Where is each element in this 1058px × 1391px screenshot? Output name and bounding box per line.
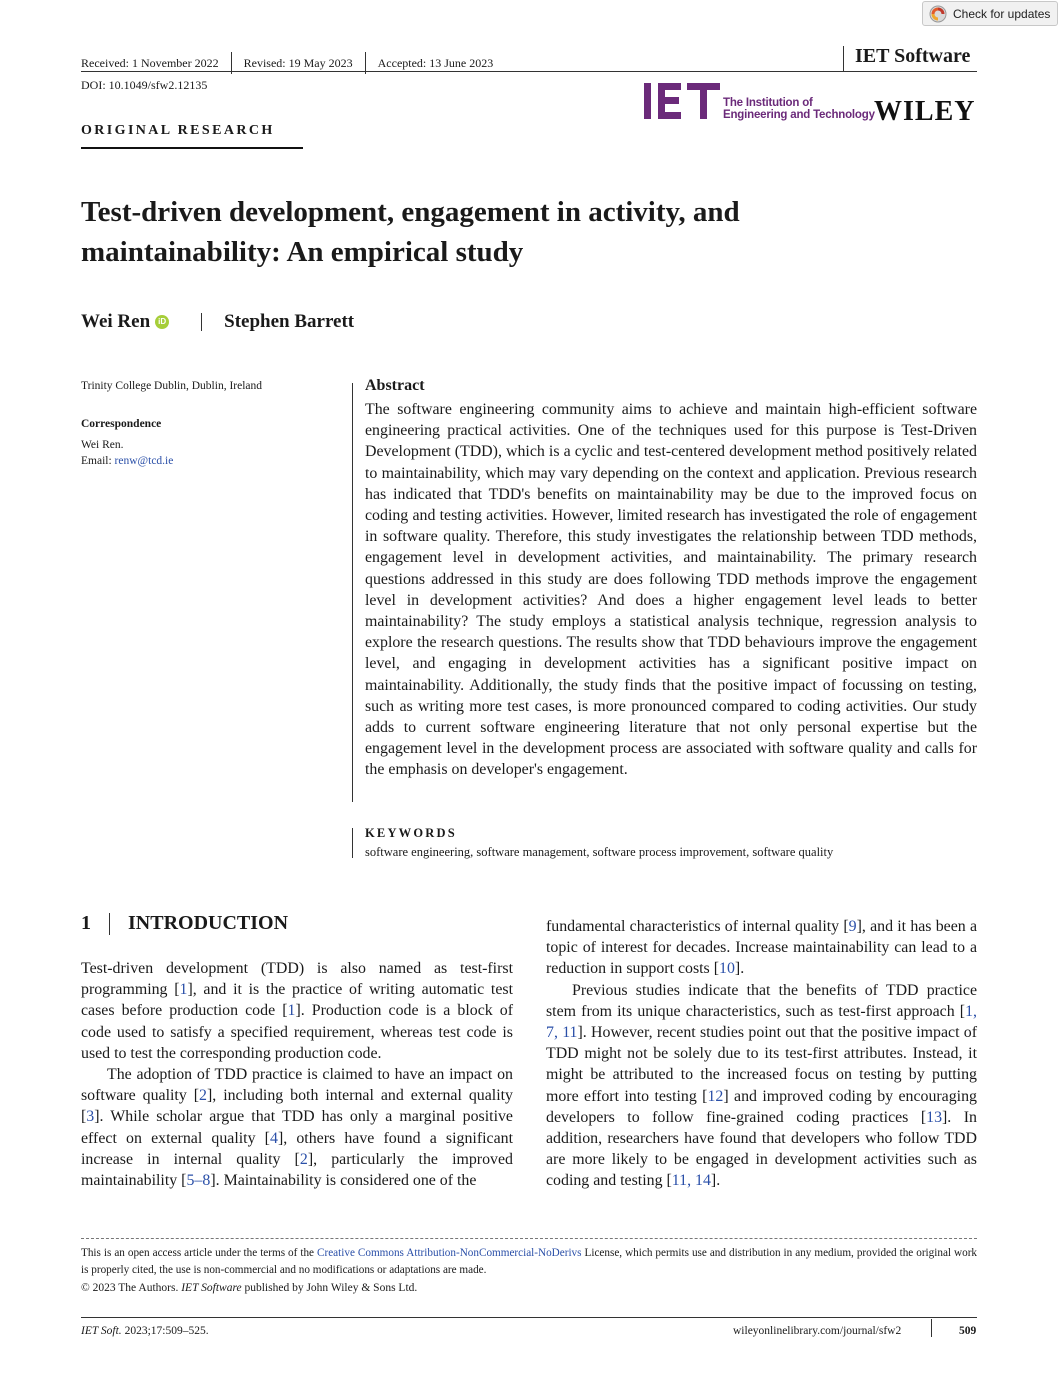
citation-link[interactable]: 5–8 [186,1172,211,1190]
license-link[interactable]: Creative Commons Attribution-NonCommercial-NoDerivs [317,1247,582,1259]
citation-info: IET Soft. 2023;17:509–525. [81,1325,209,1337]
wiley-logo: WILEY [874,96,976,127]
orcid-icon[interactable]: iD [155,315,169,329]
email-label: Email: [81,455,115,467]
copyright: © 2023 The Authors. IET Software published by John Wiley & Sons Ltd. [81,1282,418,1294]
iet-line-1: The Institution of [723,97,813,109]
citation-link[interactable]: 4 [269,1129,278,1147]
affiliation: Trinity College Dublin, Dublin, Ireland [81,380,263,392]
body-column-left [81,958,513,1191]
received-date: Received: 1 November 2022 [81,55,219,70]
section-heading [81,912,288,935]
citation-link[interactable]: 1, 7, 11 [546,1002,977,1042]
author-name[interactable]: Stephen Barrett [224,311,355,332]
section-title: INTRODUCTION [128,912,289,934]
license-text: This is an open access article under the terms of the Creative Commons Attribution-NonCommercial-NoDerivs License, which permits use and distribution in any medium, provided the original work is properly cited, the use is non-commercial and no modifications or adaptations are made. [81,1247,978,1276]
journal-url[interactable]: wileyonlinelibrary.com/journal/sfw2 [733,1325,902,1337]
paragraph: Test-driven development (TDD) is also named as test-first programming [1], and it is the practice of writing automatic test cases before production code [1]. Production code is a block of code used to satisfy a specified requirement, whereas test code is used to test the corresponding production code. [81,960,513,1062]
page-number: 509 [959,1325,977,1337]
keywords-bar [352,828,353,858]
citation-link[interactable]: 11, 14 [671,1172,711,1190]
citation-link[interactable]: 1 [287,1002,296,1020]
author-list [81,311,354,333]
iet-wordmark [723,97,875,121]
doi[interactable]: DOI: 10.1049/sfw2.12135 [81,78,208,92]
article-type: ORIGINAL RESEARCH [81,123,275,138]
iet-line-2: Engineering and Technology [723,109,875,121]
journal-name[interactable]: IET Software [855,45,971,67]
keywords-heading: KEYWORDS [365,826,457,840]
correspondence-heading: Correspondence [81,418,162,430]
email-link[interactable]: renw@tcd.ie [114,455,174,467]
revised-date: Revised: 19 May 2023 [243,55,353,70]
footer-rule [81,1317,977,1318]
iet-logo-icon [642,81,724,121]
section-number: 1 [81,912,91,934]
paragraph: Previous studies indicate that the benefits of TDD practice stem from its unique characteristics, such as test-first approach [1, 7, 11]. However, recent studies point out that the positive impact of TDD might not be solely due to its test-first attributes. Instead, it might be attributed to the increased focus on testing by putting more effort into testing [12] and improved coding by encouraging developers to follow fine-grained coding practices [13]. In addition, researchers have found that developers who follow TDD are more likely to be engaged in development activities such as coding and testing [11, 14]. [546,981,977,1190]
correspondence-name: Wei Ren. [81,439,124,451]
citation-link[interactable]: 12 [707,1087,724,1105]
divider [201,313,202,331]
check-updates-label: Check for updates [953,6,1051,21]
abstract-bar [352,383,353,802]
section-underline [81,147,303,149]
paper-title: Test-driven development, engagement in activity, and maintainability: An empirical study [81,196,740,268]
paragraph: The adoption of TDD practice is claimed to have an impact on software quality [2], including both internal and external quality [3]. While scholar argue that TDD has only a marginal positive effect on external quality [4], others have found a significant increase in internal quality [2], particularly the improved maintainability [5–8]. Maintainability is considered one of the [81,1066,514,1190]
citation-link[interactable]: 3 [86,1108,95,1126]
correspondence-email [81,455,173,467]
author-name[interactable]: Wei Ren [81,311,151,332]
citation-link[interactable]: 13 [926,1108,943,1126]
check-updates-icon [929,5,947,23]
abstract-text: The software engineering community aims to achieve and maintain high-efficient software engineering practical activities. One of the techniques used for this purpose is Test-Driven Development (TDD), which is a cyclic and test-centered development method positively related to maintainability, which may vary depending on the context and application. Previous research has indicated that TDD's benefits on maintainability may be due to the improved focus on coding and testing activities. However, limited research has investigated the role of engagement in software quality. Therefore, this study investigates the relationship between TDD methods, engagement level in development activities, and maintainability. The primary research questions addressed in this study are does following TDD methods improve the engagement level in development activities? And does a higher engagement level leads to better maintainability? The study employs a statistical analysis technique, regression analysis to explore the research questions. The results show that TDD behaviours improve the engagement level, and engaging in development activities has a significant positive impact on maintainability. Additionally, the study finds that the positive impact of focussing on testing, such as writing more test cases, is more pronounced compared to coding activities. Our study adds to current software engineering literature that not only personal expertise but the engagement level in the development process are associated with software quality and calls for the emphasis on developer's engagement. [365,401,977,779]
citation-link[interactable]: 1 [179,981,188,999]
divider [109,913,110,935]
citation-link[interactable]: 9 [848,918,857,935]
citation-link[interactable]: 2 [299,1150,308,1168]
citation-link[interactable]: 2 [199,1087,207,1105]
divider [931,1319,932,1337]
accepted-date: Accepted: 13 June 2023 [377,55,494,70]
citation-link[interactable]: 10 [719,960,735,978]
paragraph: fundamental characteristics of internal quality [9], and it has been a topic of interest for decades. Increase maintainability can lead to a reduction in support costs [10]. [546,918,978,978]
abstract-heading: Abstract [365,377,425,394]
check-for-updates-button[interactable] [922,1,1058,26]
divider [843,46,844,72]
keywords-list: software engineering, software management, software process improvement, software quality [365,845,834,859]
license-rule [81,1238,977,1239]
body-column-right [546,916,977,1192]
